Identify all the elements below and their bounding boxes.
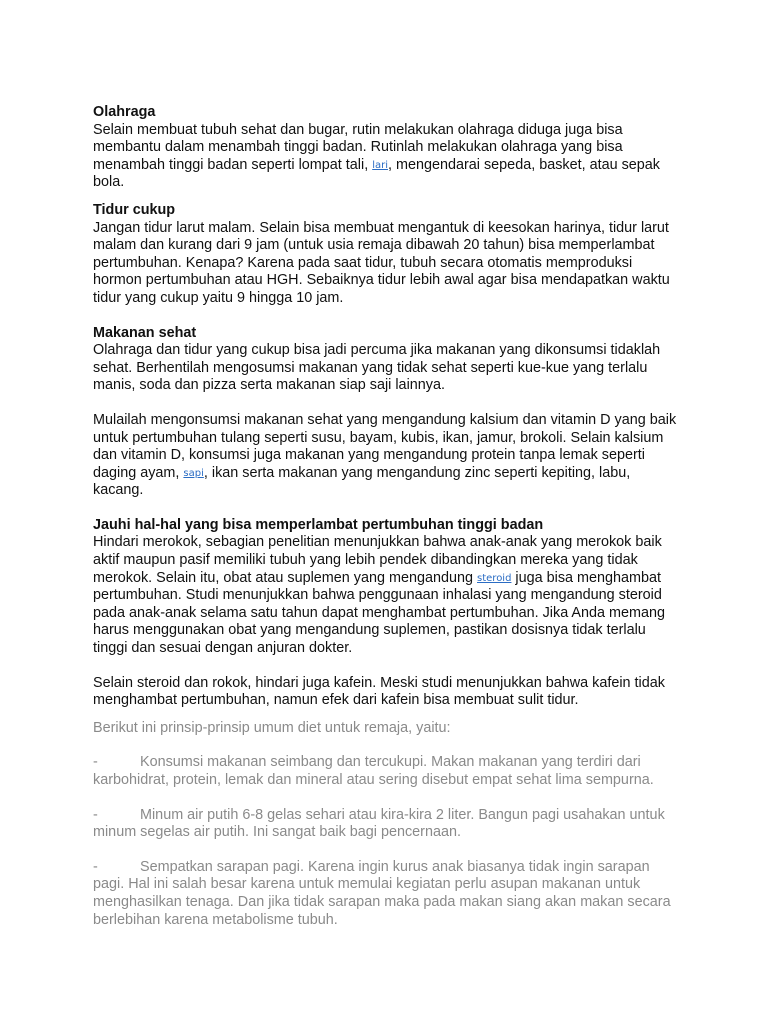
bullet-dash: -: [93, 754, 98, 771]
paragraph-makanan-1: Olahraga dan tidur yang cukup bisa jadi percuma jika makanan yang dikonsumsi tidaklah sehat. Berhentilah mengosumsi makanan yang tidak sehat seperti kue-kue yang terlalu manis, soda dan pizza serta makanan siap saji lainnya.: [93, 342, 661, 394]
heading-olahraga: Olahraga: [93, 104, 156, 120]
diet-item-text: Konsumsi makanan seimbang dan tercukupi. Makan makanan yang terdiri dari karbohidrat, protein, lemak dan mineral atau sering disebut empat sehat lima sempurna.: [93, 754, 654, 788]
diet-item-text: Sempatkan sarapan pagi. Karena ingin kurus anak biasanya tidak ingin sarapan pagi. Hal ini salah besar karena untuk memulai kegiatan perlu asupan makanan untuk menghasilkan tenaga. Dan jika tidak sarapan maka pada makan siang akan makan secara berlebihan karena metabolisme tubuh.: [93, 858, 671, 928]
diet-item-text: Minum air putih 6-8 gelas sehari atau kira-kira 2 liter. Bangun pagi usahakan untuk minum segelas air putih. Ini sangat baik bagi pencernaan.: [93, 806, 665, 841]
bullet-dash: -: [93, 806, 98, 823]
paragraph-jauhi-2: Selain steroid dan rokok, hindari juga kafein. Meski studi menunjukkan bahwa kafein tidak menghambat pertumbuhan, namun efek dari kafein bisa membuat sulit tidur.: [93, 674, 665, 709]
text-makanan-2a: Mulailah mengonsumsi makanan sehat yang mengandung kalsium dan vitamin D yang baik untuk pertumbuhan tulang seperti susu, bayam, kubis, ikan, jamur, brokoli. Selain kalsium dan vitamin D, konsumsi juga makanan yang mengandung protein tanpa lemak seperti daging ayam,: [93, 411, 677, 481]
link-sapi[interactable]: sapi: [183, 467, 204, 479]
diet-intro: Berikut ini prinsip-prinsip umum diet untuk remaja, yaitu:: [93, 719, 451, 736]
link-steroid[interactable]: steroid: [477, 572, 512, 584]
paragraph-tidur: Jangan tidur larut malam. Selain bisa membuat mengantuk di keesokan harinya, tidur larut malam dan kurang dari 9 jam (untuk usia remaja dibawah 20 tahun) bisa memperlambat pertumbuhan. Kenapa? Karena pada saat tidur, tubuh secara otomatis memproduksi hormon pertumbuhan atau HGH. Sebaiknya tidur lebih awal agar bisa mendapatkan waktu tidur yang cukup yaitu 9 hingga 10 jam.: [93, 219, 670, 306]
text-olahraga-2: , mengendarai sepeda, basket, atau sepak bola.: [93, 156, 660, 191]
text-jauhi-1b: juga bisa menghambat pertumbuhan. Studi menunjukkan bahwa penggunaan inhalasi yang mengandung steroid pada anak-anak selama satu tahun dapat menghambat pertumbuhan. Jika Anda memang harus menggunakan obat yang mengandung suplemen, pastikan dosisnya tidak terlalu tinggi dan sesuai dengan anjuran dokter.: [93, 569, 666, 657]
text-makanan-2b: , ikan serta makanan yang mengandung zinc seperti kepiting, labu, kacang.: [93, 464, 631, 499]
document-body: [93, 104, 683, 929]
link-lari[interactable]: lari: [372, 159, 388, 171]
heading-jauhi: Jauhi hal-hal yang bisa memperlambat pertumbuhan tinggi badan: [93, 516, 544, 533]
diet-item-3: [93, 859, 683, 929]
paragraph-makanan-2: [93, 412, 683, 500]
paragraph-jauhi-1: [93, 534, 683, 657]
heading-tidur: Tidur cukup: [93, 201, 176, 218]
heading-makanan: Makanan sehat: [93, 324, 197, 341]
bullet-dash: -: [93, 858, 98, 875]
text-olahraga-1: Selain membuat tubuh sehat dan bugar, rutin melakukan olahraga diduga juga bisa membantu dalam menambah tinggi badan. Rutinlah melakukan olahraga yang bisa menambah tinggi badan seperti lompat tali,: [93, 121, 623, 173]
paragraph-olahraga: [93, 122, 683, 192]
text-jauhi-1a: Hindari merokok, sebagian penelitian menunjukkan bahwa anak-anak yang merokok baik aktif maupun pasif memiliki tubuh yang lebih pendek dibandingkan mereka yang tidak merokok. Selain itu, obat atau suplemen yang mengandung: [93, 534, 662, 586]
diet-item-2: [93, 807, 683, 842]
diet-item-1: [93, 754, 683, 789]
